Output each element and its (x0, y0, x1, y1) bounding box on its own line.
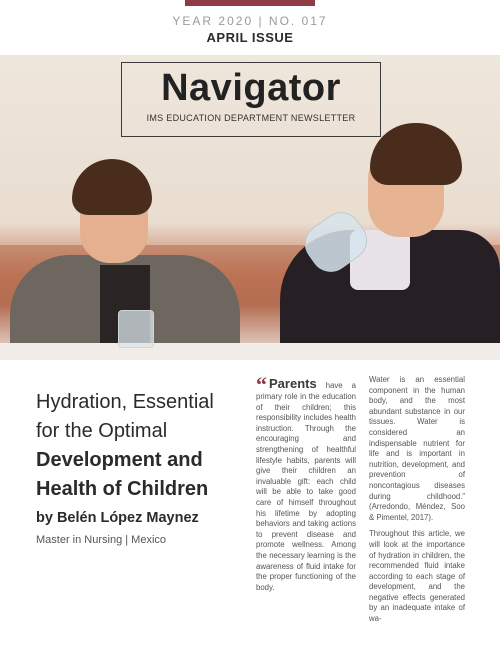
article-title (36, 388, 236, 504)
newsletter-title: Navigator (161, 67, 341, 109)
photo-table (0, 343, 500, 360)
issue-number: YEAR 2020 | NO. 017 (172, 14, 328, 28)
column-2-paragraph-2: Throughout this article, we will look at the importance of hydration in children, the recommended fluid intake according to each stage of development, and the negative effects generated by an inadequate intake of wa- (369, 529, 465, 624)
photo-right-child-hair (370, 123, 462, 185)
photo-left-child-hair (72, 159, 152, 215)
article-column-2 (369, 375, 465, 631)
article-title-light: Hydration, Essential for the Optimal (36, 391, 214, 442)
column-1-text: have a primary role in the education of their children; this responsibility includes health instruction. Through the encouraging and strengthening of healthful lifestyle habits, parents will give their children an invaluable gift: each child will be able to take good care of himself throughout his lifetime by adopting behaviors and taking actions to prevent disease and promote wellness. Among the necessary learning is the awareness of fluid intake for the proper functioning of the body. (256, 381, 356, 592)
photo-water-glass (118, 310, 154, 348)
lead-word: Parents (269, 376, 317, 391)
issue-month: APRIL ISSUE (206, 30, 294, 45)
newsletter-subtitle: IMS EDUCATION DEPARTMENT NEWSLETTER (146, 113, 356, 123)
column-2-paragraph-1: Water is an essential component in the human body, and the most abundant substance in our tissues. Water is considered an indispensable nutrient for life and is important in nutrition, development, and prevention of noncontagious diseases during childhood.” (Arredondo, Méndez, Soo & Pimentel, 2017). (369, 375, 465, 522)
accent-bar (185, 0, 315, 6)
article-title-bold: Development and Health of Children (36, 449, 209, 500)
masthead (121, 62, 381, 137)
quote-mark-icon: “ (256, 372, 267, 397)
article-byline: by Belén López Maynez (36, 510, 199, 526)
article-column-1 (256, 372, 356, 593)
author-credentials: Master in Nursing | Mexico (36, 534, 167, 546)
